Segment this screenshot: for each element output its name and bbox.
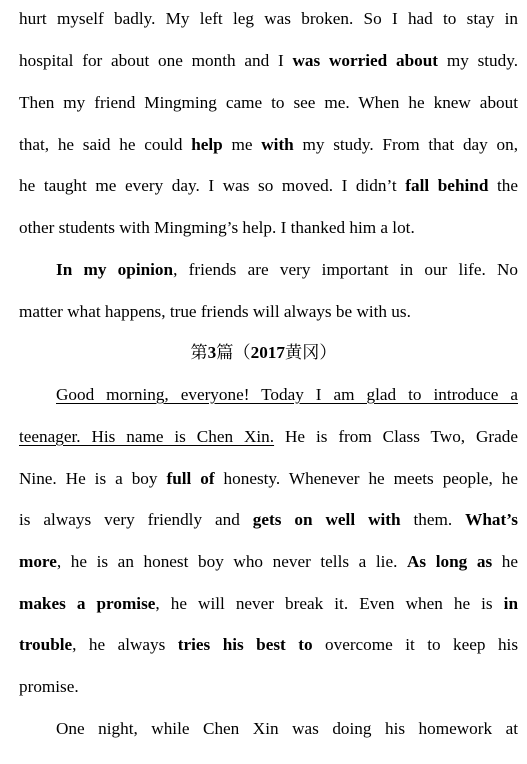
paragraph-first-line: [56, 257, 518, 283]
text-run: promise.: [19, 677, 79, 696]
text-line: [19, 424, 518, 450]
text-line: [19, 674, 518, 700]
text-run: 第: [190, 343, 208, 362]
bold-phrase: What’s: [465, 510, 518, 529]
text-run: matter what happens, true friends will always be with us.: [19, 302, 411, 321]
underlined-phrase: Good morning, everyone! Today I am glad to introduce a: [56, 385, 518, 404]
text-run: my study. From that day on,: [293, 135, 518, 154]
text-line: [19, 6, 518, 32]
bold-phrase: was worried about: [292, 51, 439, 70]
text-run: is always very friendly and: [19, 510, 253, 529]
text-run: me: [222, 135, 262, 154]
bold-phrase: In my opinion: [56, 260, 174, 279]
text-run: other students with Mingming’s help. I thanked him a lot.: [19, 218, 415, 237]
text-run: , friends are very important in our life. No: [173, 260, 519, 279]
text-line: [19, 632, 518, 658]
text-line: [19, 173, 518, 199]
text-run: overcome it to keep his: [312, 635, 519, 654]
bold-phrase: with: [261, 135, 294, 154]
paragraph-first-line: [56, 382, 518, 408]
text-run: Then my friend Mingming came to see me. When he knew about: [19, 93, 518, 112]
text-line: [19, 299, 518, 325]
underlined-phrase: teenager. His name is Chen Xin.: [19, 427, 275, 446]
text-run: Nine. He is a boy: [19, 469, 167, 488]
text-run: He is from Class Two, Grade: [274, 427, 519, 446]
text-run: he taught me every day. I was so moved. I didn’t: [19, 176, 406, 195]
bold-phrase: 2017: [250, 343, 285, 362]
text-run: honesty. Whenever he meets people, he: [214, 469, 518, 488]
bold-phrase: As long as: [407, 552, 493, 571]
bold-phrase: fall behind: [405, 176, 489, 195]
text-run: he: [492, 552, 518, 571]
bold-phrase: gets on well with: [252, 510, 401, 529]
text-line: [19, 215, 518, 241]
bold-phrase: help: [191, 135, 223, 154]
text-run: hospital for about one month and I: [19, 51, 293, 70]
text-line: [19, 48, 518, 74]
text-line: [19, 549, 518, 575]
section-heading: [0, 340, 527, 366]
text-run: , he is an honest boy who never tells a lie.: [56, 552, 408, 571]
bold-phrase: more: [19, 552, 57, 571]
text-line: [19, 466, 518, 492]
bold-phrase: makes a promise: [19, 594, 156, 613]
text-line: [19, 507, 518, 533]
text-run: , he will never break it. Even when he is: [155, 594, 504, 613]
text-run: , he always: [72, 635, 178, 654]
bold-phrase: trouble: [19, 635, 73, 654]
text-run: 黄冈）: [284, 343, 337, 362]
text-line: [19, 591, 518, 617]
text-run: hurt myself badly. My left leg was broken. So I had to stay in: [19, 9, 518, 28]
bold-phrase: in: [503, 594, 519, 613]
text-line: [19, 132, 518, 158]
text-run: the: [488, 176, 519, 195]
text-run: 篇（: [216, 343, 251, 362]
text-run: them.: [400, 510, 466, 529]
text-run: One night, while Chen Xin was doing his homework at: [56, 719, 518, 738]
bold-phrase: tries his best to: [177, 635, 313, 654]
paragraph-first-line: [56, 716, 518, 742]
bold-phrase: 3: [207, 343, 217, 362]
bold-phrase: full of: [166, 469, 215, 488]
text-line: [19, 90, 518, 116]
text-run: my study.: [438, 51, 519, 70]
text-run: that, he said he could: [19, 135, 192, 154]
